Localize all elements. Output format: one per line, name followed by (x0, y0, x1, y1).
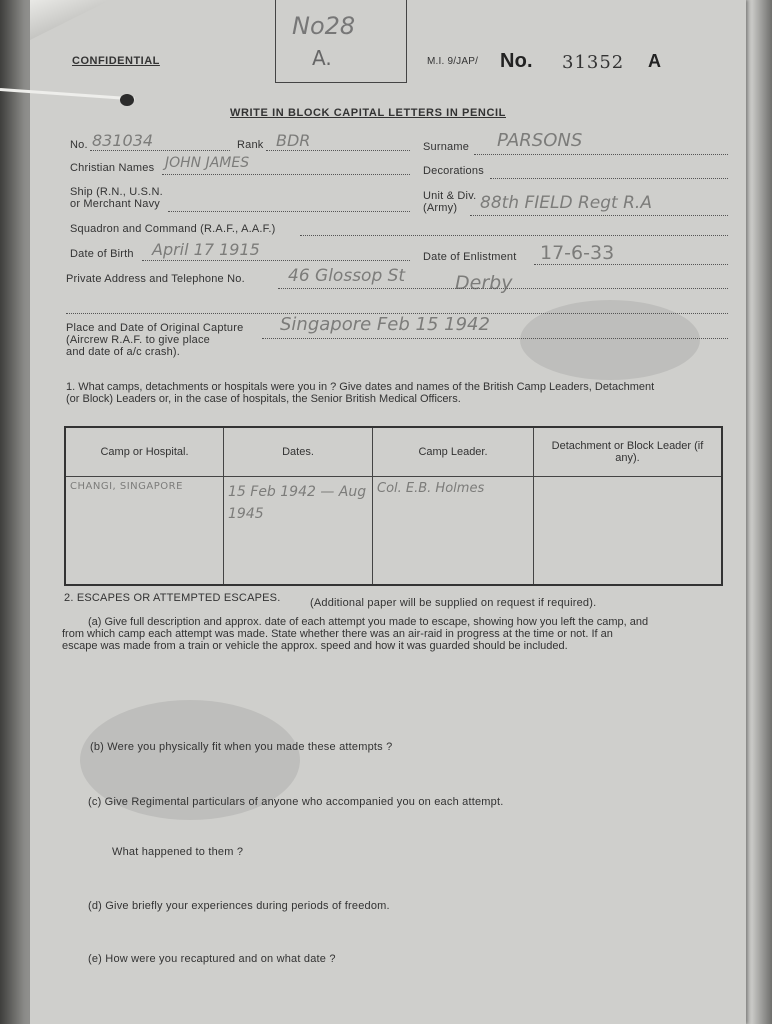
capture-label-3: and date of a/c crash). (66, 346, 181, 358)
header-camp: Camp or Hospital. (65, 427, 224, 477)
question-1-line-2: (or Block) Leaders or, in the case of hospitals, the Senior British Medical Officers. (66, 393, 461, 405)
question-2-note: (Additional paper will be supplied on request if required). (310, 597, 597, 609)
address-label: Private Address and Telephone No. (66, 273, 245, 285)
question-2-title: 2. ESCAPES OR ATTEMPTED ESCAPES. (64, 592, 281, 604)
confidential-label: CONFIDENTIAL (72, 55, 160, 67)
rank-value: BDR (276, 131, 311, 150)
unit-label: Unit & Div. (423, 190, 477, 202)
header-dates: Dates. (224, 427, 373, 477)
binding-knot (120, 94, 134, 106)
no-label: No. (70, 139, 88, 151)
capture-label: Place and Date of Original Capture (66, 322, 244, 334)
camp-table (64, 426, 723, 586)
rank-line (266, 150, 410, 151)
squadron-line (300, 235, 728, 236)
question-2a-line-2: from which camp each attempt was made. State whether there was an air-raid in progress at the time or not. If an (62, 628, 613, 640)
question-1 (66, 381, 736, 405)
no-line (90, 150, 230, 151)
header-camp-leader: Camp Leader. (373, 427, 534, 477)
ship-label-2: or Merchant Navy (70, 198, 161, 210)
dob-value: April 17 1915 (152, 240, 260, 259)
decorations-line (490, 178, 728, 179)
ship-line (168, 211, 410, 212)
christian-names-label: Christian Names (70, 162, 155, 174)
question-2a (62, 616, 734, 652)
no-value: 831034 (92, 131, 154, 150)
serial-number: 31352 (562, 52, 625, 73)
cell-camp-leader: Col. E.B. Holmes (373, 477, 534, 586)
question-2e: (e) How were you recaptured and on what date ? (88, 953, 336, 965)
question-2a-line-1: (a) Give full description and approx. date of each attempt you made to escape, showing how you left the camp, and (88, 616, 649, 628)
header-detachment-leader: Detachment or Block Leader (if any). (534, 427, 723, 477)
question-2a-line-3: escape was made from a train or vehicle the approx. speed and how it was guarded should be included. (62, 640, 568, 652)
dob-label: Date of Birth (70, 248, 134, 260)
question-1-line-1: 1. What camps, detachments or hospitals were you in ? Give dates and names of the British Camp Leaders, Detachment (66, 381, 655, 393)
paper-smudge (520, 300, 700, 380)
unit-label-2: (Army) (423, 202, 458, 214)
camp-table-header (65, 427, 722, 477)
cell-detachment-leader (534, 477, 723, 586)
instructions-heading: WRITE IN BLOCK CAPITAL LETTERS IN PENCIL (230, 107, 506, 119)
dob-line (142, 260, 410, 261)
squadron-label: Squadron and Command (R.A.F., A.A.F.) (70, 223, 276, 235)
christian-names-value: JOHN JAMES (165, 155, 250, 171)
block-letter: A. (312, 46, 332, 70)
cell-camp: CHANGI, SINGAPORE (65, 477, 224, 586)
serial-suffix: A (648, 51, 662, 71)
unit-value: 88th FIELD Regt R.A (480, 193, 652, 213)
address-value: 46 Glossop St (288, 266, 406, 286)
surname-value: PARSONS (497, 130, 583, 151)
capture-label-2: (Aircrew R.A.F. to give place (66, 334, 210, 346)
question-2d: (d) Give briefly your experiences during periods of freedom. (88, 900, 390, 912)
address-line (278, 288, 728, 289)
enlistment-value: 17-6-33 (540, 242, 615, 264)
surname-label: Surname (423, 141, 470, 153)
ship-label: Ship (R.N., U.S.N. (70, 186, 163, 198)
question-2b: (b) Were you physically fit when you made these attempts ? (90, 741, 393, 753)
form-code: M.I. 9/JAP/ (427, 56, 479, 67)
serial-label: No. (500, 50, 533, 72)
rank-label: Rank (237, 139, 264, 151)
christian-names-line (162, 174, 410, 175)
enlistment-label: Date of Enlistment (423, 251, 517, 263)
capture-line (262, 338, 728, 339)
decorations-label: Decorations (423, 165, 484, 177)
table-row (65, 477, 722, 586)
question-2c: (c) Give Regimental particulars of anyone who accompanied you on each attempt. (88, 796, 504, 808)
cell-dates: 15 Feb 1942 — Aug 1945 (224, 477, 373, 586)
surname-line (474, 154, 728, 155)
unit-line (470, 215, 728, 216)
enlistment-line (534, 264, 728, 265)
address-value-2: Derby (455, 272, 513, 294)
capture-value: Singapore Feb 15 1942 (280, 314, 490, 335)
question-2c-followup: What happened to them ? (112, 846, 244, 858)
block-number: No28 (292, 12, 356, 40)
